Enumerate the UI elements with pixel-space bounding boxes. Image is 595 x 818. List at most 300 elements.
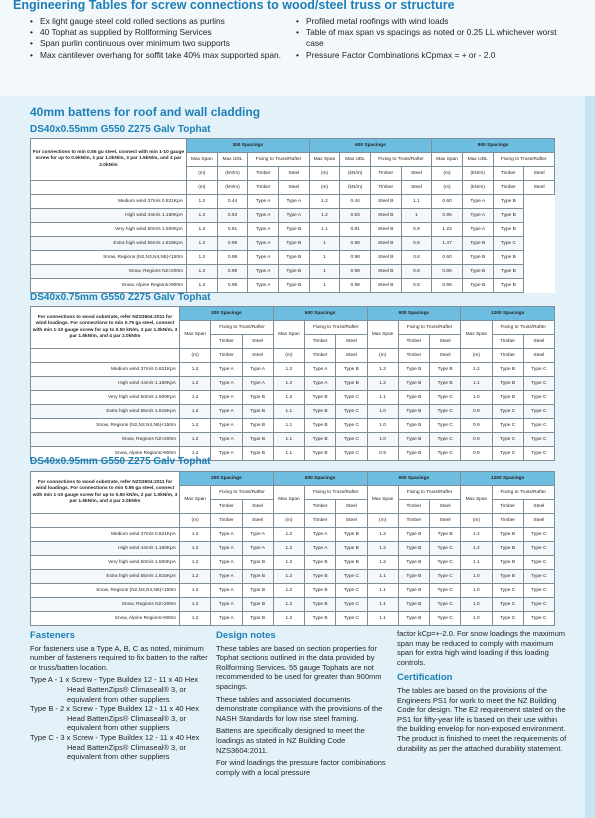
table-cell: 1.0 — [461, 570, 492, 584]
spacing-header: 900 Spacings — [367, 307, 461, 321]
table-cell: Type A — [242, 542, 273, 556]
table-row — [31, 542, 555, 556]
table-cell: 1.2 — [180, 528, 211, 542]
fasteners-section — [30, 631, 210, 762]
bullet-item: • Ex light gauge steel cold rolled sections as purlins — [29, 16, 294, 27]
table-cell: Type B — [305, 556, 336, 570]
table-cell: Type B — [278, 279, 309, 293]
row-label: Very high wind 50m/s 1.500KpA — [31, 556, 180, 570]
table-cell: 1.1 — [401, 195, 432, 209]
table-cell: Type B — [242, 584, 273, 598]
table-row — [31, 307, 555, 321]
table-cell: Type C — [430, 433, 461, 447]
table-cell: Type B — [398, 612, 429, 626]
table-cell: Type B — [305, 447, 336, 461]
table-cell: 1 — [401, 209, 432, 223]
table-cell: Type C — [492, 598, 523, 612]
table-cell: Type B — [493, 223, 524, 237]
table-cell: 1.2 — [273, 598, 304, 612]
table-row — [31, 584, 555, 598]
table-cell: Type C — [336, 433, 367, 447]
table-cell: 1.1 — [273, 405, 304, 419]
table-cell: Type A — [211, 556, 242, 570]
certification-text: The tables are based on the provisions of the Engineers PS1 for work to meet the NZ Building Code for design. The E2 requirement stated on the PS1 for fifty-year life is based on their use within the building envelop for non-exposed environment. The product is finished to meet the requirements of durability as per the attached durability statement. — [397, 685, 567, 753]
table-cell: Type A — [248, 237, 279, 251]
design-note: These tables are based on section properties for Tophat sections outlined in the data provided by Rollforming Services. 55 gauge Tophats are not recommended to be used for greater than 900mm spacings. — [216, 643, 382, 691]
table-cell: 1.2 — [309, 195, 340, 209]
design-note-continued: factor kCp=+-2.0. For snow loadings the maximum span may be reduced to comply with maximum span for extra high wind loading if this loading controls. — [397, 629, 565, 667]
spacing-header: 300 Spacings — [180, 307, 274, 321]
table-cell: Steel B — [370, 251, 401, 265]
table-cell: Type A — [211, 363, 242, 377]
table-row — [31, 279, 555, 293]
table-cell: 1.2 — [461, 542, 492, 556]
table-cell: 1 — [309, 251, 340, 265]
bullet-item: • Profiled metal roofings with wind loads — [295, 16, 560, 27]
row-label: Very high wind 50m/s 1.500KpA — [31, 391, 180, 405]
steel-header: Steel — [523, 514, 554, 528]
table-cell: Type B — [492, 391, 523, 405]
fixing-header: Fixing to Truss/Rafter — [398, 321, 461, 335]
table-row — [31, 195, 555, 209]
table-cell: 1.2 — [180, 419, 211, 433]
table-cell: Steel B — [370, 279, 401, 293]
table-cell: Type B — [493, 251, 524, 265]
table-cell: Type C — [493, 237, 524, 251]
unit-row-label — [31, 514, 180, 528]
steel-header: Steel — [242, 514, 273, 528]
bullet-item: • Max cantilever overhang for soffit take 40% max supported span. — [29, 50, 294, 61]
timber-header: Timber — [305, 514, 336, 528]
table-cell: Type A — [462, 209, 493, 223]
table-cell: 1.1 — [273, 447, 304, 461]
steel-header: Steel — [278, 167, 309, 181]
timber-header: Timber — [492, 335, 523, 349]
timber-header: Timber — [492, 349, 523, 363]
table-cell: Type C — [336, 405, 367, 419]
table-cell: 1.1 — [461, 556, 492, 570]
table-cell: Type C — [523, 447, 554, 461]
table-row — [31, 251, 555, 265]
spacing-header: 300 Spacings — [187, 139, 310, 153]
steel-header: Steel — [430, 335, 461, 349]
table-cell: 0.63 — [340, 209, 371, 223]
table-cell: Type A — [211, 570, 242, 584]
fixing-header: Fixing to Truss/Rafter — [211, 321, 274, 335]
table-cell: Type B — [492, 528, 523, 542]
table-cell: Type B — [305, 584, 336, 598]
steel-header: Steel — [336, 500, 367, 514]
table-cell: Type B — [398, 419, 429, 433]
max-udl-header: Max UDL — [462, 153, 493, 167]
max-span-header: Max Span — [461, 486, 492, 514]
table-cell: Type B — [492, 570, 523, 584]
timber-header: Timber — [211, 500, 242, 514]
span-table-095 — [30, 471, 555, 626]
table-cell: 1.1 — [367, 584, 398, 598]
spacing-header: 600 Spacings — [273, 307, 367, 321]
table-cell: Type A — [248, 251, 279, 265]
table-cell: Type C — [430, 391, 461, 405]
unit-header: (m) — [432, 167, 463, 181]
table-row — [31, 181, 555, 195]
unit-header: (kN/m) — [340, 167, 371, 181]
table-cell: 1.2 — [187, 265, 218, 279]
steel-header: Steel — [278, 181, 309, 195]
unit-cell: (m) — [180, 514, 211, 528]
table-cell: 0.95 — [432, 209, 463, 223]
span-table-055 — [30, 138, 555, 293]
table-cell: Type A — [211, 612, 242, 626]
fasteners-heading: Fasteners — [30, 630, 75, 641]
table-cell: 1.2 — [180, 363, 211, 377]
table-cell: Type A — [248, 209, 279, 223]
table-cell: Type A — [211, 419, 242, 433]
table-cell: 1 — [309, 237, 340, 251]
timber-header: Timber — [398, 500, 429, 514]
unit-cell: (m) — [180, 349, 211, 363]
table-cell: Type B — [305, 391, 336, 405]
table-cell: 1.2 — [273, 377, 304, 391]
table-cell: Type B — [242, 556, 273, 570]
table-cell: Type B — [492, 542, 523, 556]
max-span-header: Max Span — [461, 321, 492, 349]
row-label: Medium wind 37m/s 0.821KpA — [31, 195, 187, 209]
table-cell: Type B — [462, 279, 493, 293]
table-cell: Type B — [492, 556, 523, 570]
table-cell: 1.2 — [273, 528, 304, 542]
table-cell: Type A — [211, 391, 242, 405]
timber-header: Timber — [305, 349, 336, 363]
unit-cell: (m) — [367, 514, 398, 528]
fixing-header: Fixing to Truss/Rafter — [211, 486, 274, 500]
table-cell: Type B — [430, 528, 461, 542]
table-cell: Type A — [278, 195, 309, 209]
table-cell: Type B — [462, 251, 493, 265]
spacing-header: 900 Spacings — [367, 472, 461, 486]
max-udl-header: Max UDL — [217, 153, 248, 167]
row-label: Snow, Regions N2>200m — [31, 265, 187, 279]
table-cell: 1.0 — [367, 433, 398, 447]
steel-header: Steel — [336, 335, 367, 349]
unit-cell: (m) — [273, 514, 304, 528]
table-cell: Type B — [462, 265, 493, 279]
table-row — [31, 598, 555, 612]
table-cell: 0.98 — [340, 251, 371, 265]
table-cell: Type B — [493, 195, 524, 209]
table-cell: 1.2 — [367, 377, 398, 391]
row-label: Snow, Regions (N2,N3,N4,N5)<150m — [31, 419, 180, 433]
certification-heading: Certification — [397, 672, 453, 684]
table-cell: 0.98 — [217, 279, 248, 293]
table-row — [31, 377, 555, 391]
table-cell: Type A — [305, 377, 336, 391]
timber-header: Timber — [211, 349, 242, 363]
table-cell: Type C — [430, 405, 461, 419]
table-cell: 1.0 — [367, 405, 398, 419]
timber-header: Timber — [398, 349, 429, 363]
steel-header: Steel — [523, 349, 554, 363]
table-cell: 0.95 — [432, 279, 463, 293]
table-cell: Type C — [336, 612, 367, 626]
table-cell: 1.47 — [432, 237, 463, 251]
steel-header: Steel — [401, 181, 432, 195]
table-cell: Type A — [248, 265, 279, 279]
table-cell: Type B — [430, 363, 461, 377]
table-cell: Type B — [242, 405, 273, 419]
unit-cell: (m) — [461, 349, 492, 363]
table-cell: Type B — [242, 433, 273, 447]
table-cell: 0.9 — [461, 419, 492, 433]
table-cell: Type C — [336, 598, 367, 612]
design-note: Battens are specifically designed to meet the loadings as stated in NZ Building Code NZS3604:2011. — [216, 726, 365, 755]
table-cell: Type C — [336, 584, 367, 598]
max-span-header: Max Span — [273, 321, 304, 349]
table-cell: 1.1 — [461, 377, 492, 391]
unit-cell: (m) — [273, 349, 304, 363]
fixing-header: Fixing to Truss/Rafter — [492, 321, 555, 335]
table-cell: Type B — [242, 391, 273, 405]
max-span-header: Max Span — [309, 153, 340, 167]
steel-header: Steel — [336, 514, 367, 528]
table-cell: Type C — [523, 598, 554, 612]
table-cell: Type C — [430, 447, 461, 461]
timber-header: Timber — [398, 514, 429, 528]
fastener-type-b: Type B - 2 x Screw - Type Buildex 12 - 11 x 40 Hex Head BattenZips® Climaseal® 3, or equivalent from other suppliers — [30, 704, 199, 733]
bullet-item: • Pressure Factor Combinations kCpmax = + or - 2.0 — [295, 50, 560, 61]
table-row — [31, 472, 555, 486]
table-cell: Type B — [305, 598, 336, 612]
row-label: Extra high wind 55m/s 1.815KpA — [31, 570, 180, 584]
table-cell: Type B — [305, 570, 336, 584]
steel-header: Steel — [523, 500, 554, 514]
table-row — [31, 419, 555, 433]
table-cell: Type C — [492, 447, 523, 461]
bullet-list-right — [295, 16, 560, 61]
table-row — [31, 363, 555, 377]
table-cell: Type B — [398, 405, 429, 419]
steel-header: Steel — [242, 500, 273, 514]
table-cell: Type A — [211, 433, 242, 447]
table-cell: 1.2 — [187, 237, 218, 251]
table-cell: 1.2 — [273, 391, 304, 405]
steel-header: Steel — [336, 349, 367, 363]
steel-header: Steel — [430, 514, 461, 528]
table-cell: Type B — [336, 377, 367, 391]
table-cell: 0.98 — [340, 279, 371, 293]
unit-header: (m) — [187, 167, 218, 181]
table-cell: Steel B — [370, 195, 401, 209]
row-label: Extra high wind 55m/s 1.815KpA — [31, 237, 187, 251]
table-cell: 0.44 — [217, 195, 248, 209]
table-row — [31, 265, 555, 279]
table-cell: 1.2 — [187, 223, 218, 237]
row-label: Snow, Alpine Regions>900m — [31, 447, 180, 461]
table-cell: Type A — [211, 447, 242, 461]
bullet-item: • Span purlin continuous over minimum two supports — [29, 38, 294, 49]
table-cell: 0.60 — [432, 251, 463, 265]
table-cell: Type B — [398, 528, 429, 542]
table-cell: Type B — [398, 391, 429, 405]
table-row — [31, 433, 555, 447]
table-cell: 1.2 — [273, 363, 304, 377]
table-cell: Type B — [398, 447, 429, 461]
table-cell: 0.98 — [217, 265, 248, 279]
table-cell: 1.2 — [180, 556, 211, 570]
max-span-header: Max Span — [432, 153, 463, 167]
row-label: Snow, Regions N2>200m — [31, 598, 180, 612]
table-cell: 1.2 — [180, 584, 211, 598]
table-cell: 1.2 — [461, 363, 492, 377]
table-cell: Type C — [430, 584, 461, 598]
table-cell: 1.2 — [367, 542, 398, 556]
table-cell: Type B — [398, 377, 429, 391]
table-cell: Type C — [492, 405, 523, 419]
table-cell: 1.2 — [367, 363, 398, 377]
row-label: Medium wind 37m/s 0.821KpA — [31, 528, 180, 542]
table-cell: Type A — [211, 584, 242, 598]
table-cell: Type B — [242, 447, 273, 461]
table-cell: Type A — [462, 195, 493, 209]
table-row — [31, 139, 555, 153]
table-cell: 1.1 — [367, 391, 398, 405]
table-cell: 1.2 — [309, 209, 340, 223]
table-cell: 1.2 — [180, 447, 211, 461]
row-label: Snow, Regions N2>200m — [31, 433, 180, 447]
table-cell: Type B — [492, 377, 523, 391]
table-cell: 1.2 — [461, 528, 492, 542]
table-cell: Type B — [430, 377, 461, 391]
table-cell: 1.2 — [180, 612, 211, 626]
side-strip — [585, 96, 595, 818]
table-cell: Type B — [336, 363, 367, 377]
unit-cell: (kN/m) — [340, 181, 371, 195]
table-cell: Type B — [336, 556, 367, 570]
table-cell: Type A — [278, 209, 309, 223]
table-cell: 1.2 — [180, 542, 211, 556]
table-cell: Type C — [523, 363, 554, 377]
table-cell: 0.81 — [340, 223, 371, 237]
timber-header: Timber — [492, 514, 523, 528]
table-cell: 0.44 — [340, 195, 371, 209]
steel-header: Steel — [524, 167, 555, 181]
table-cell: Type C — [523, 556, 554, 570]
table-cell: Type C — [430, 598, 461, 612]
table-cell: Type C — [492, 433, 523, 447]
table-cell: Type C — [492, 419, 523, 433]
table-row — [31, 223, 555, 237]
fixing-header: Fixing to Truss/Rafter — [248, 153, 309, 167]
table-cell: 1.2 — [187, 195, 218, 209]
table-cell: 1.1 — [309, 223, 340, 237]
table-cell: Type B — [242, 570, 273, 584]
design-note: These tables and associated documents demonstrate compliance with the provisions of the NASH Standards for low rise steel framing. — [216, 694, 383, 723]
table-cell: 1.2 — [180, 570, 211, 584]
section-title: 40mm battens for roof and wall cladding — [30, 105, 261, 119]
table-cell: Type A — [211, 598, 242, 612]
fixing-header: Fixing to Truss/Rafter — [305, 486, 368, 500]
span-table-075 — [30, 306, 555, 461]
max-udl-header: Max UDL — [340, 153, 371, 167]
table-cell: Type A — [248, 279, 279, 293]
table-title: DS40x0.75mm G550 Z275 Galv Tophat — [30, 292, 211, 303]
table-cell: Type C — [336, 570, 367, 584]
table-cell: 1.2 — [187, 279, 218, 293]
table-cell: Steel B — [370, 209, 401, 223]
table-cell: Type B — [278, 251, 309, 265]
timber-header: Timber — [492, 500, 523, 514]
table-row — [31, 612, 555, 626]
table-cell: 1.0 — [461, 391, 492, 405]
timber-header: Timber — [493, 181, 524, 195]
timber-header: Timber — [398, 335, 429, 349]
timber-header: Timber — [211, 335, 242, 349]
table-cell: Type A — [211, 528, 242, 542]
table-cell: 0.9 — [461, 405, 492, 419]
connection-note: For connections to wood substrate, refer NZS3604:2011 for wind loadings. For connections to min 0.75 ga steel, connect with min 1-10 gauge screw for up to 0.50 kN/m, 2 par 1.0kN/m, 3 par 1.5kN/m, and 4 par 2.0kN/m — [31, 307, 180, 349]
table-cell: Type B — [462, 237, 493, 251]
table-title: DS40x0.95mm G550 Z275 Galv Tophat — [30, 456, 211, 467]
row-label: High wind 44m/s 1.160KpA — [31, 542, 180, 556]
table-cell: Type A — [211, 405, 242, 419]
row-label: Snow, Alpine Regions>900m — [31, 279, 187, 293]
timber-header: Timber — [493, 167, 524, 181]
table-cell: Type B — [242, 612, 273, 626]
table-row — [31, 405, 555, 419]
header-panel — [0, 0, 595, 96]
table-cell: 1.2 — [367, 528, 398, 542]
table-cell: 0.98 — [340, 237, 371, 251]
table-cell: Type A — [248, 223, 279, 237]
certification-section — [397, 629, 569, 756]
table-cell: Type B — [278, 237, 309, 251]
max-span-header: Max Span — [367, 321, 398, 349]
max-span-header: Max Span — [180, 486, 211, 514]
table-cell: Type A — [305, 363, 336, 377]
table-cell: Type C — [430, 542, 461, 556]
table-cell: Type C — [523, 584, 554, 598]
table-cell: 1.2 — [187, 209, 218, 223]
table-cell: Type C — [336, 419, 367, 433]
table-cell: Type B — [305, 419, 336, 433]
table-title: DS40x0.55mm G550 Z275 Galv Tophat — [30, 124, 211, 135]
fixing-header: Fixing to Truss/Rafter — [305, 321, 368, 335]
row-label: Very high wind 50m/s 1.500KpA — [31, 223, 187, 237]
table-cell: 1.2 — [273, 556, 304, 570]
table-cell: 1.2 — [367, 556, 398, 570]
table-cell: Type B — [242, 598, 273, 612]
unit-cell: (kN/m) — [217, 181, 248, 195]
table-row — [31, 528, 555, 542]
row-label: High wind 44m/s 1.160KpA — [31, 209, 187, 223]
table-row — [31, 237, 555, 251]
row-label: High wind 44m/s 1.160KpA — [31, 377, 180, 391]
design-note: For wind loadings the pressure factor combinations comply with a local pressure — [216, 758, 386, 777]
table-cell: 1.2 — [180, 405, 211, 419]
table-cell: 1.0 — [461, 584, 492, 598]
connection-note: For connections to wood substrate, refer NZS3604:2011 for wind loadings. For connections to min 0.95 ga steel, connect with min 1-10 gauge screw for up to 0.50 kN/m, 2 par 1.0kN/m, 3 par 1.5kN/m, and 4 par 2.0kN/m — [31, 472, 180, 514]
steel-header: Steel — [524, 181, 555, 195]
table-cell: 1.2 — [273, 570, 304, 584]
row-label: Medium wind 37m/s 0.821KpA — [31, 363, 180, 377]
table-cell: Steel B — [370, 237, 401, 251]
table-cell: 1.0 — [461, 598, 492, 612]
table-cell: Type B — [398, 556, 429, 570]
table-cell: Type A — [211, 377, 242, 391]
table-cell: 0.8 — [401, 251, 432, 265]
steel-header: Steel — [430, 349, 461, 363]
table-row — [31, 391, 555, 405]
